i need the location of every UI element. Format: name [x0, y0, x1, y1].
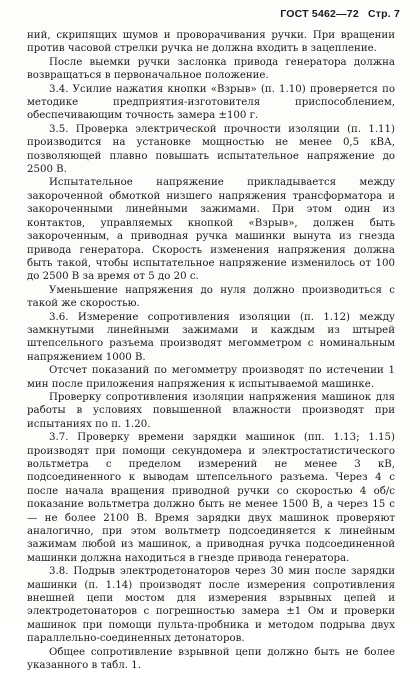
standard-number: ГОСТ 5462—72 — [280, 8, 359, 20]
paragraph-p6: 3.6. Измерение сопротивления изоляции (п. 1.12) между замкнутыми линейными зажимами и каждым из штырей штепсельного разъема производят мегомметром с номинальным напряжением 1000 В. — [27, 311, 395, 363]
paragraph-p2: 3.4. Усилие нажатия кнопки «Взрыв» (п. 1.10) проверяется по методике предприятия-изготовителя приспособлением, обеспечивающим точность замера ±100 г. — [27, 83, 395, 122]
page-header — [280, 8, 400, 20]
paragraph-p11: Общее сопротивление взрывной цепи должно быть не более указанного в табл. 1. — [27, 646, 395, 672]
paragraph-p7: Отсчет показаний по мегомметру производят по истечении 1 мин после приложения напряжения к испытываемой машинке. — [27, 365, 395, 390]
paragraph-p10: 3.8. Подрыв электродетонаторов через 30 мин после зарядки машинки (п. 1.14) производят после измерения сопротивления внешней цепи мостом для измерения взрывных цепей и электродетонаторов с погрешностью замера ±1 Ом и проверки машинок при помощи пульта-пробника и методом подрыва двух параллельно-соединенных детонаторов. — [27, 566, 395, 645]
paragraph-p8: Проверку сопротивления изоляции напряжения машинок для работы в условиях повышенной влажности производят при испытаниях по п. 1.20. — [27, 391, 395, 430]
paragraph-p9: 3.7. Проверку времени зарядки машинок (пп. 1.13; 1.15) производят при помощи секундомера и электростатистического вольтметра с пределом измерений не менее 3 кВ, подсоединенного к выводам штепсельного разъема. Через 4 с после начала вращения приводной ручки со скоростью 4 об/с показание вольтметра должно быть не менее 1500 В, а через 15 с — не более 2100 В. Время зарядки двух машинок проверяют аналогично, при этом вольтметр подсоединяется к линейным зажимам любой из машинок, а приводная ручка подсоединенной машинки должна находиться в гнезде привода генератора. — [27, 432, 395, 564]
paragraph-p0: ний, скрипящих шумов и проворачивания ручки. При вращении против часовой стрелки ручка не должна входить в зацепление. — [27, 30, 395, 55]
paragraph-p5: Уменьшение напряжения до нуля должно производиться с такой же скоростью. — [27, 284, 395, 310]
paragraph-p3: 3.5. Проверка электрической прочности изоляции (п. 1.11) производится на установке мощностью не менее 0,5 кВА, позволяющей плавно повышать испытательное напряжение до 2500 В. — [27, 123, 395, 176]
document-body — [27, 29, 395, 673]
page-number: Стр. 7 — [367, 8, 400, 20]
paragraph-p1: После выемки ручки заслонка привода генератора должна возвращаться в первоначальное положение. — [27, 56, 395, 82]
paragraph-p4: Испытательное напряжение прикладывается между закороченной обмоткой низшего напряжения трансформатора и закороченными линейными зажимами. При этом один из контактов, управляемых кнопкой «Взрыв», должен быть закороченным, а приводная ручка машинки вынута из гнезда привода генератора. Скорость изменения напряжения должна быть такой, чтобы испытательное напряжение изменилось от 100 до 2500 В за время от 5 до 20 с. — [27, 177, 395, 283]
